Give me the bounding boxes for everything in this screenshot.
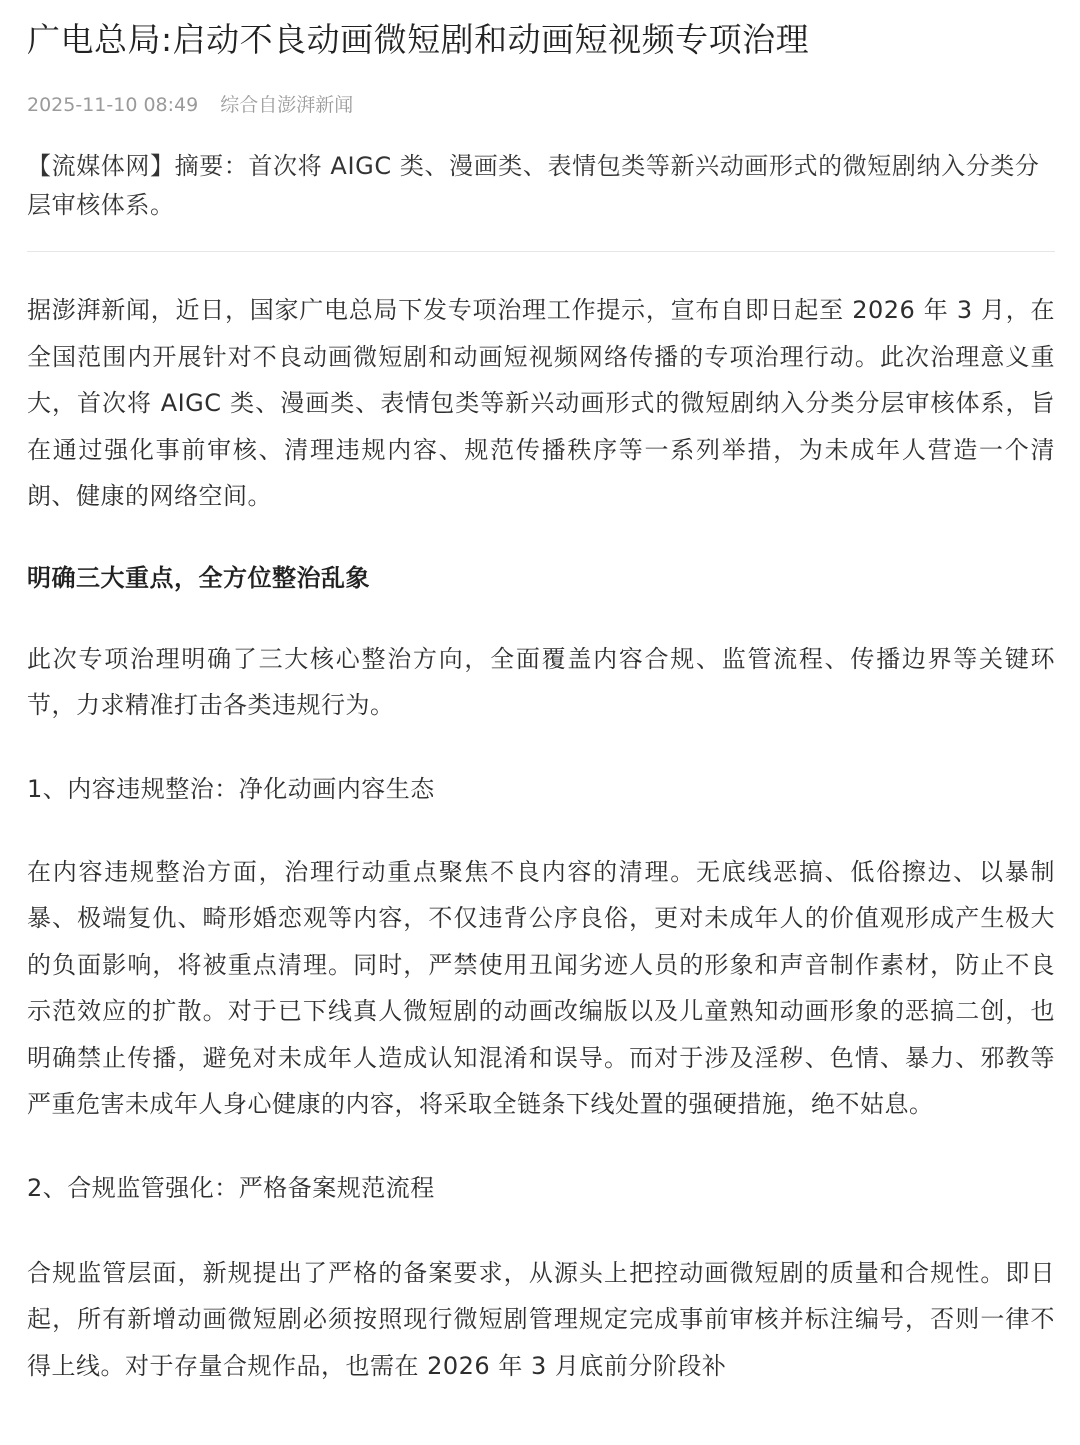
paragraph-4: 合规监管层面，新规提出了严格的备案要求，从源头上把控动画微短剧的质量和合规性。即日起，所有新增动画微短剧必须按照现行微短剧管理规定完成事前审核并标注编号，否则一律不得上线。对于存量合规作品，也需在 2026 年 3 月底前分阶段补	[27, 1258, 1055, 1380]
article-summary: 【流媒体网】摘要：首次将 AIGC 类、漫画类、表情包类等新兴动画形式的微短剧纳入分类分层审核体系。	[27, 152, 1040, 219]
paragraph-3: 在内容违规整治方面，治理行动重点聚焦不良内容的清理。无底线恶搞、低俗擦边、以暴制暴、极端复仇、畸形婚恋观等内容，不仅违背公序良俗，更对未成年人的价值观形成产生极大的负面影响，将被重点清理。同时，严禁使用丑闻劣迹人员的形象和声音制作素材，防止不良示范效应的扩散。对于已下线真人微短剧的动画改编版以及儿童熟知动画形象的恶搞二创，也明确禁止传播，避免对未成年人造成认知混淆和误导。而对于涉及淫秽、色情、暴力、邪教等严重危害未成年人身心健康的内容，将采取全链条下线处置的强硬措施，绝不姑息。	[27, 857, 1055, 1118]
article-title: 广电总局:启动不良动画微短剧和动画短视频专项治理	[27, 20, 810, 59]
publish-date: 2025-11-10 08:49	[27, 94, 199, 116]
article-meta	[27, 92, 1055, 118]
paragraph-1: 据澎湃新闻，近日，国家广电总局下发专项治理工作提示，宣布自即日起至 2026 年 3 月，在全国范围内开展针对不良动画微短剧和动画短视频网络传播的专项治理行动。此次治理意义重大，首次将 AIGC 类、漫画类、表情包类等新兴动画形式的微短剧纳入分类分层审核体系，旨在通过强化事前审核、清理违规内容、规范传播秩序等一系列举措，为未成年人营造一个清朗、健康的网络空间。	[27, 296, 1055, 510]
subheading-2: 2、合规监管强化：严格备案规范流程	[27, 1173, 435, 1202]
subheading-1: 1、内容违规整治：净化动画内容生态	[27, 774, 435, 803]
article	[27, 0, 1055, 1389]
divider	[27, 251, 1055, 252]
paragraph-2: 此次专项治理明确了三大核心整治方向，全面覆盖内容合规、监管流程、传播边界等关键环节，力求精准打击各类违规行为。	[27, 644, 1055, 719]
article-source: 综合自澎湃新闻	[220, 94, 354, 116]
section-heading: 明确三大重点，全方位整治乱象	[27, 563, 370, 592]
